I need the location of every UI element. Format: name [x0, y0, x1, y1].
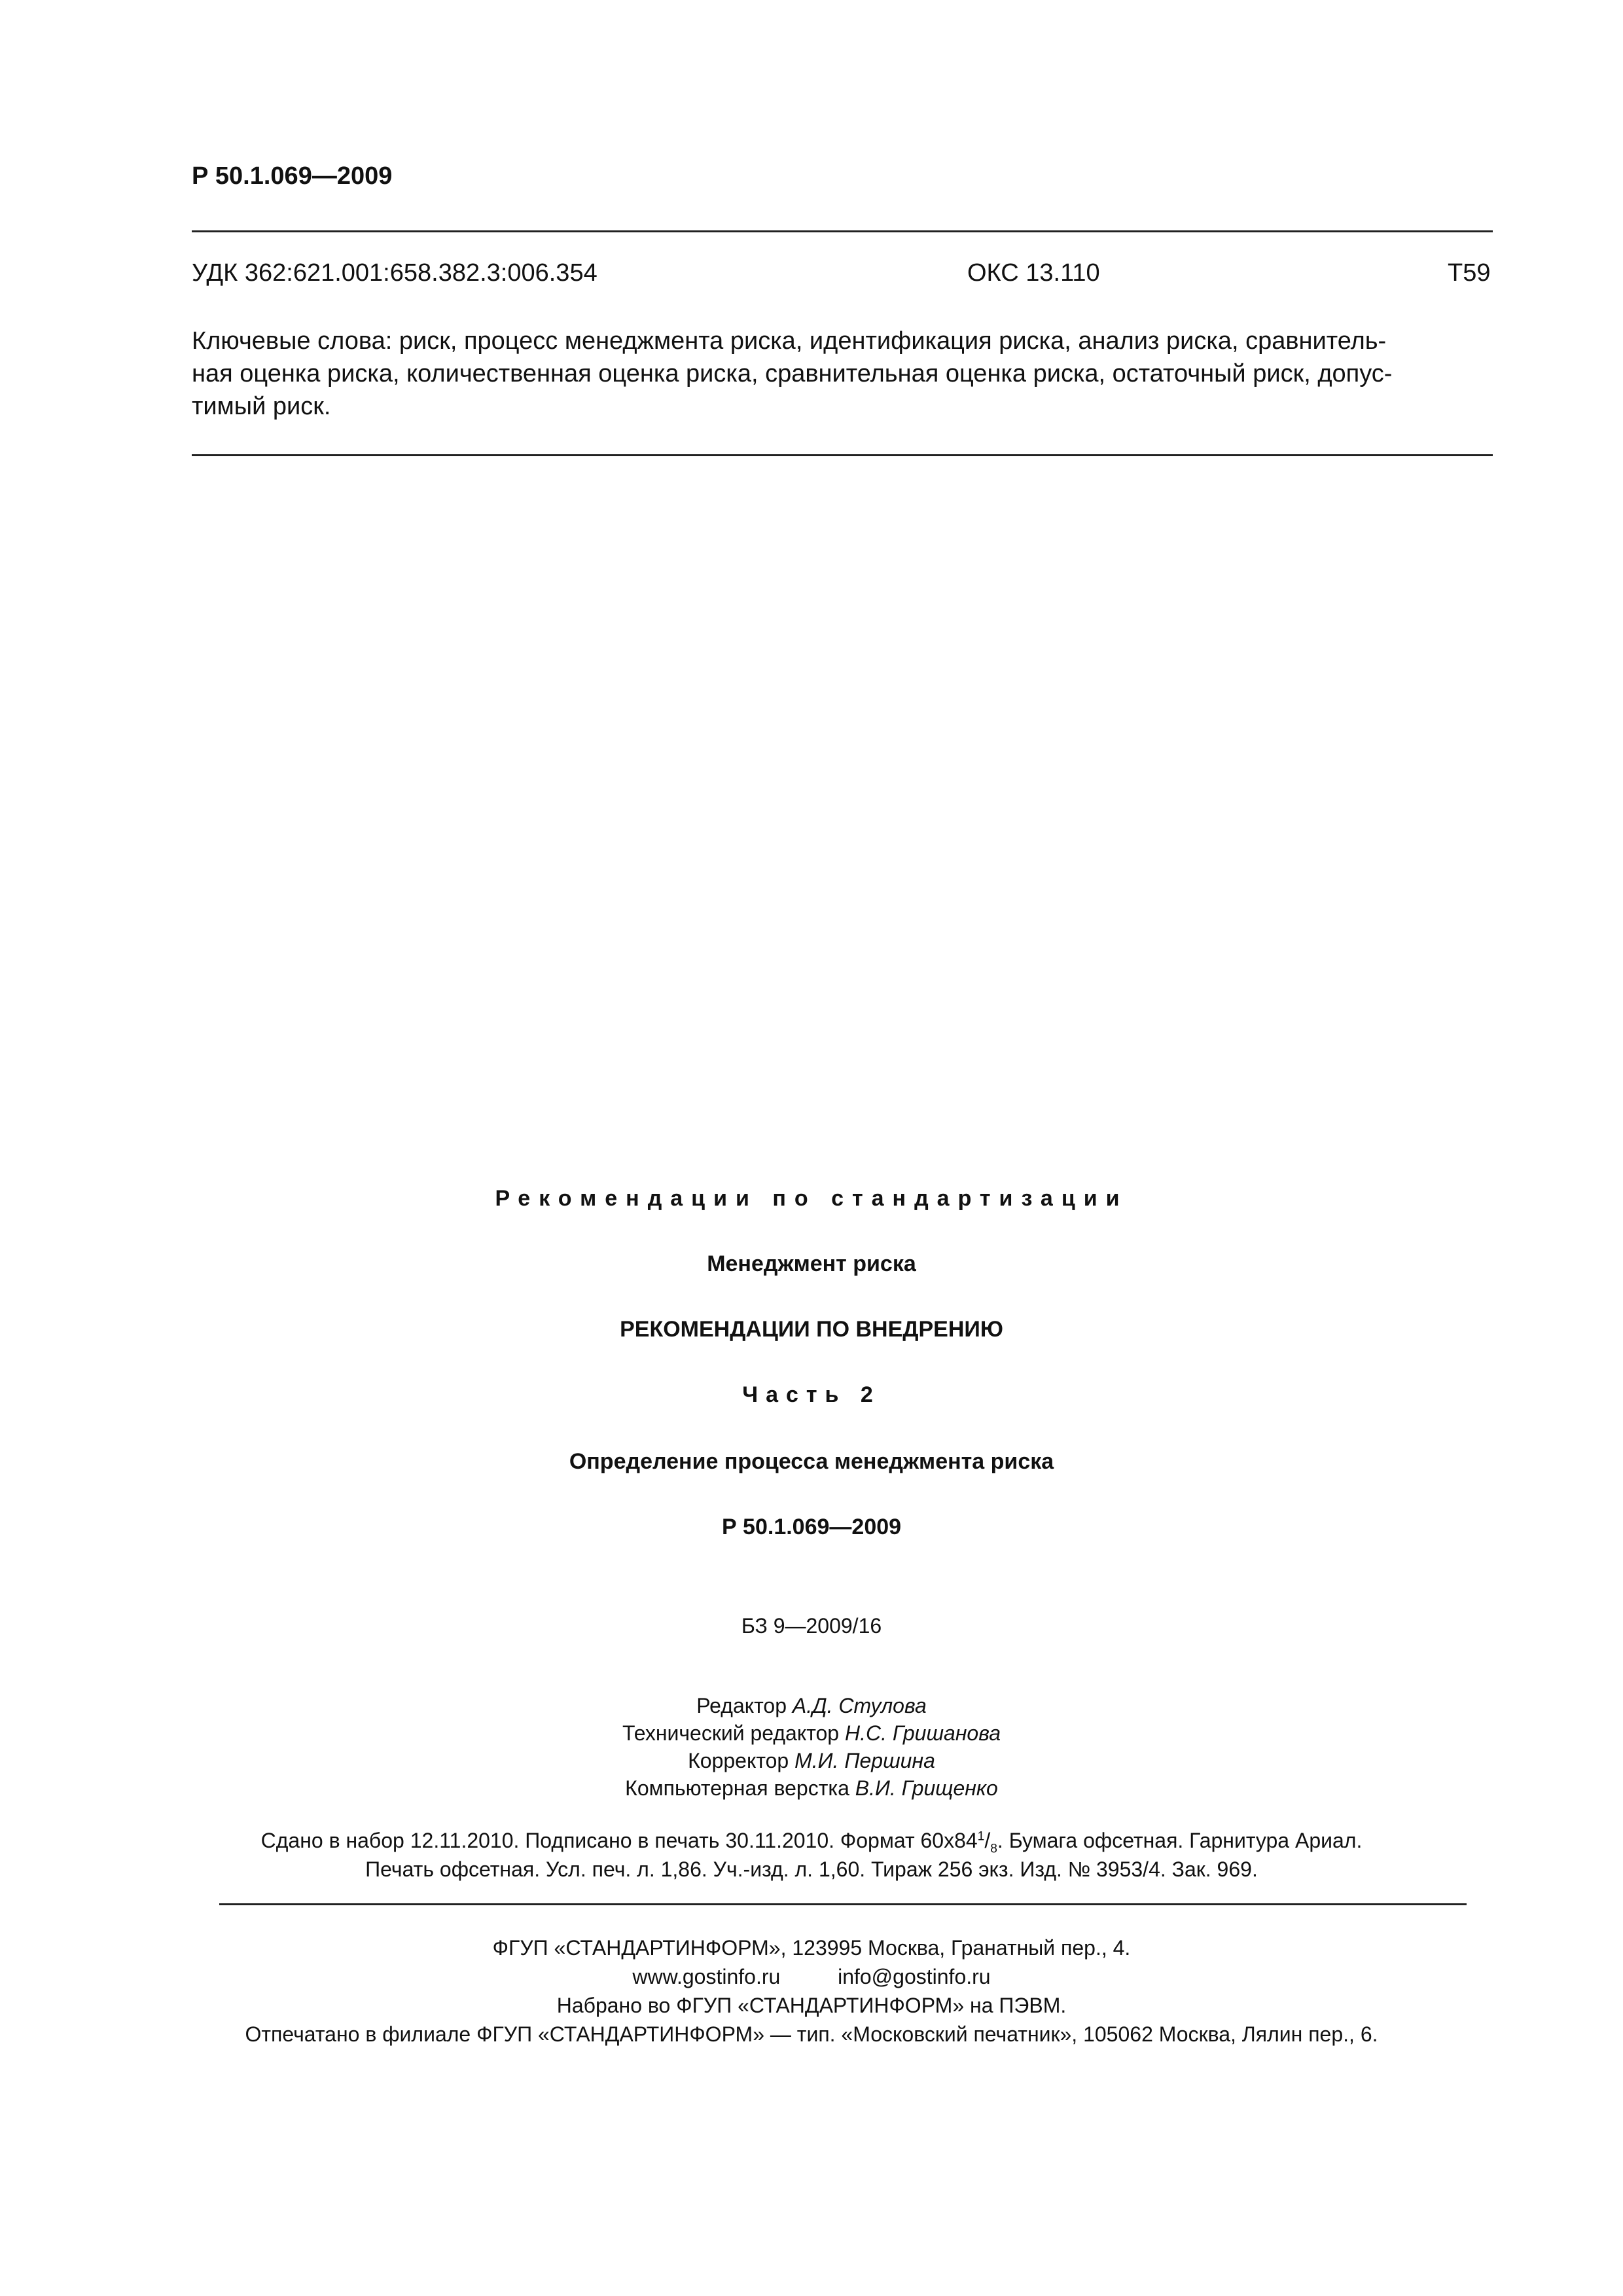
credit-name: Н.С. Гришанова	[844, 1721, 1001, 1745]
bz-number: БЗ 9—2009/16	[741, 1614, 882, 1638]
document-subtitle: Определение процесса менеджмента риска	[569, 1449, 1054, 1474]
document-part: Часть 2	[742, 1382, 881, 1407]
publisher-printed: Отпечатано в филиале ФГУП «СТАНДАРТИНФОРМ» — тип. «Московский печатник», 105062 Москва, Лялин пер., 6.	[245, 2022, 1378, 2046]
document-designation-center: Р 50.1.069—2009	[721, 1515, 902, 1539]
publisher-typeset: Набрано во ФГУП «СТАНДАРТИНФОРМ» на ПЭВМ.	[556, 1994, 1067, 2017]
publisher-website[interactable]: www.gostinfo.ru	[632, 1965, 781, 1988]
keywords-line: Ключевые слова: риск, процесс менеджмента риска, идентификация риска, анализ риска, сравнитель-	[192, 327, 1387, 355]
credit-label: Компьютерная верстка	[625, 1776, 849, 1800]
document-subject: Менеджмент риска	[707, 1251, 916, 1276]
document-title: РЕКОМЕНДАЦИИ ПО ВНЕДРЕНИЮ	[620, 1317, 1003, 1342]
credit-name: М.И. Першина	[794, 1749, 935, 1772]
credit-label: Редактор	[696, 1694, 787, 1717]
credit-name: А.Д. Стулова	[792, 1694, 927, 1717]
keywords-line: ная оценка риска, количественная оценка риска, сравнительная оценка риска, остаточный риск, допус-	[192, 360, 1393, 387]
udk-code: УДК 362:621.001:658.382.3:006.354	[192, 259, 597, 287]
imprint-divider	[219, 1903, 1467, 1905]
document-category: Рекомендации по стандартизации	[495, 1186, 1128, 1211]
keywords-divider	[192, 454, 1493, 456]
imprint-text: . Бумага офсетная. Гарнитура Ариал.	[997, 1829, 1363, 1852]
credit-editor	[0, 1694, 1623, 1718]
keywords-line: тимый риск.	[192, 393, 331, 420]
credit-layout	[0, 1776, 1623, 1801]
oks-code: ОКС 13.110	[967, 259, 1100, 287]
credit-label: Технический редактор	[622, 1721, 840, 1745]
imprint-text: Сдано в набор 12.11.2010. Подписано в печать 30.11.2010. Формат 60х84	[260, 1829, 978, 1852]
credit-name: В.И. Грищенко	[855, 1776, 998, 1800]
credit-tech-editor	[0, 1721, 1623, 1746]
format-fraction-denominator: 8	[990, 1842, 997, 1856]
format-fraction-numerator: 1	[977, 1829, 985, 1844]
publisher-contacts	[0, 1965, 1623, 1989]
group-code: Т59	[1448, 259, 1491, 287]
credit-proofreader	[0, 1749, 1623, 1773]
credit-label: Корректор	[688, 1749, 789, 1772]
imprint-line: Печать офсетная. Усл. печ. л. 1,86. Уч.-изд. л. 1,60. Тираж 256 экз. Изд. № 3953/4. Зак. 969.	[365, 1857, 1258, 1881]
document-designation: Р 50.1.069—2009	[192, 162, 393, 190]
imprint-line: Сдано в набор 12.11.2010. Подписано в печать 30.11.2010. Формат $60х84^1/_8$. Бумага офсетная. Гарнитура Ариал.	[260, 1829, 1363, 1856]
publisher-address: ФГУП «СТАНДАРТИНФОРМ», 123995 Москва, Гранатный пер., 4.	[492, 1936, 1131, 1960]
header-divider	[192, 230, 1493, 232]
publisher-email[interactable]: info@gostinfo.ru	[838, 1965, 991, 1988]
